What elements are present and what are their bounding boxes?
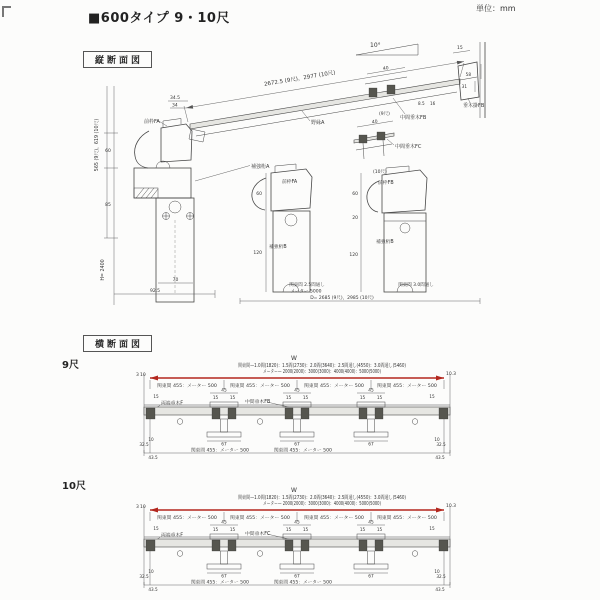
dim-45: 45 [294, 388, 300, 394]
dim-45: 45 [221, 520, 227, 526]
dim-45: 45 [368, 388, 374, 394]
dim-58: 58 [465, 72, 471, 77]
label-mid-rafter-fb: 中間垂木FB [400, 115, 427, 121]
scan-corner-mark [2, 6, 11, 17]
dim-40-fb: 40 [382, 66, 390, 72]
longitudinal-section-drawing [60, 40, 540, 325]
bottom-dimension-line [139, 437, 450, 460]
label-reinforcing-girder-b: 補強桁B [376, 240, 394, 245]
slope-dimension [184, 61, 464, 122]
section-box-longitudinal: 縦断面図 [83, 51, 152, 68]
label-rafter-hanger-fb: 垂木掛FB [463, 103, 485, 109]
dim-67: 67 [294, 574, 300, 580]
label-mid-rafter-fc: 中間垂木FC [395, 144, 422, 150]
dim-15: 15 [285, 527, 292, 532]
note-meter-5000: メーター 5000 [290, 289, 322, 295]
pitch-label: 関東間 455：メーター 500 [230, 384, 284, 389]
label-ceiling-joist-a: 野縁A [311, 120, 325, 126]
roof-angle-symbol [356, 42, 418, 55]
dim-right-edge: 10.3 [446, 372, 457, 377]
rafter-top-dims [153, 520, 435, 533]
detail-front-frame-fa [240, 164, 480, 304]
pitch-label-bottom: 関東間 455：メーター 500 [274, 580, 328, 586]
dim-15: 15 [359, 395, 366, 400]
spec-line1: 関東間—1.0間(1820)：1.5間(2730)：2.0間(3640)：2.5間通し(4550)：3.0間通し(5460) [238, 495, 446, 501]
anchor-bolts [163, 213, 194, 220]
end-rafter-block [439, 540, 448, 551]
note-kanto-2-5: 関東間 2.5間通し [289, 283, 325, 288]
dim-15: 15 [302, 527, 309, 532]
dim-left-b: 10 [140, 505, 146, 510]
dim-15-top: 15 [457, 46, 463, 51]
dim-43-5-right: 43.5 [435, 455, 445, 460]
page-title: ■600タイプ 9・10尺 [88, 11, 230, 26]
pitch-label: 関東間 455：メーター 500 [304, 384, 358, 389]
dim-43-5-left: 43.5 [148, 455, 158, 460]
label-mid-rafter: 中間垂木FC [245, 532, 271, 537]
dim-15: 15 [302, 395, 309, 400]
mid-dims-3 [357, 388, 385, 401]
dim-43-5-right: 43.5 [435, 587, 445, 592]
dim-60-left: 60 [105, 149, 111, 154]
dim-10-left: 10 [148, 437, 154, 442]
roof-angle-label: 10° [370, 42, 381, 49]
section-box-cross: 横断面図 [83, 335, 152, 352]
dim-15: 15 [376, 527, 383, 532]
dim-15: 15 [359, 527, 366, 532]
slope-dim-label: 2672.5 (9尺)，2977 (10尺) [263, 70, 336, 88]
label-reinforcing-girder-b: 補強桁B [269, 245, 287, 250]
pitch-label-bottom: 関東間 455：メーター 500 [191, 580, 245, 586]
pitch-label-bottom: 関東間 455：メーター 500 [274, 448, 328, 454]
pitch-label: 関東間 455：メーター 500 [157, 384, 211, 389]
label-front-frame-fa: 前枠FA [282, 180, 298, 185]
mid-dims-3 [357, 520, 385, 533]
left-dimension-column [93, 86, 118, 305]
note-10shaku: (10尺) [373, 170, 387, 175]
dim-34-5: 34.5 [170, 96, 181, 101]
dim-15: 15 [229, 395, 236, 400]
dim-67: 67 [368, 574, 374, 580]
pitch-label-bottom: 関東間 455：メーター 500 [191, 448, 245, 454]
unit-note: 単位：mm [476, 4, 516, 13]
spec-line2: メーター— 2000(2000)：3000(3000)：4000(4000)：5000(5000) [263, 369, 422, 375]
dim-70: 70 [172, 278, 179, 283]
front-frame-assembly [134, 95, 194, 302]
detail-front-frame-fb [349, 166, 433, 292]
roof-panel-bar [144, 537, 450, 556]
rafter-top-dims [153, 388, 435, 401]
spec-line1: 関東間—1.0間(1820)：1.5間(2730)：2.0間(3640)：2.5間通し(4550)：3.0間通し(5460) [238, 363, 446, 369]
size-label-10shaku: 10尺 [62, 481, 86, 492]
pitch-label: 関東間 455：メーター 500 [230, 516, 284, 521]
end-rafter-block [439, 408, 448, 419]
post-bottom-dims [114, 277, 215, 298]
spec-line2: メーター— 2000(2000)：3000(3000)：4000(4000)：5000(5000) [263, 501, 422, 507]
cross-section-9shaku [60, 352, 540, 467]
bottom-dimension-line [139, 569, 450, 592]
label-front-frame-fb: 前枠FB [378, 181, 394, 186]
end-rafter-block [146, 540, 155, 551]
dim-8-5: 8.5 [418, 101, 425, 106]
size-label-9shaku: 9尺 [62, 360, 79, 371]
dim-67: 67 [221, 574, 227, 580]
dim-67: 67 [368, 442, 374, 448]
mid-dims-1 [210, 520, 238, 533]
dim-31: 31 [461, 84, 467, 89]
pitch-label: 関東間 455：メーター 500 [377, 384, 431, 389]
hatch-band [134, 188, 158, 198]
label-end-rafter: 両端垂木F [161, 401, 183, 407]
dim-45: 45 [221, 388, 227, 394]
gutter-curl [135, 131, 149, 168]
dim-67: 67 [221, 442, 227, 448]
reinforcing-girder-a-group [195, 163, 270, 181]
label-reinforcing-girder-a: 補強桁A [251, 164, 270, 170]
pitch-label: 関東間 455：メーター 500 [304, 516, 358, 521]
w-label: W [291, 487, 297, 494]
w-label: W [291, 355, 297, 362]
label-end-rafter: 両端垂木F [161, 533, 183, 539]
note-kanto-3-0: 関東間 3.0間通し [398, 283, 434, 288]
note-9shaku: (9尺) [379, 112, 390, 117]
pitch-label: 関東間 455：メーター 500 [157, 516, 211, 521]
mid-dims-1 [210, 388, 238, 401]
dim-60: 60 [256, 192, 262, 197]
dim-32-5-right: 32.5 [436, 442, 446, 447]
dim-32-5-left: 32.5 [139, 574, 149, 579]
dim-15: 15 [376, 395, 383, 400]
dim-34: 34 [172, 103, 178, 109]
cross-section-10shaku [60, 484, 540, 599]
dim-85-left: 85 [105, 203, 111, 208]
dim-67: 67 [294, 442, 300, 448]
dim-92-5: 92.5 [149, 289, 161, 294]
pitch-label: 関東間 455：メーター 500 [377, 516, 431, 521]
dim-15: 15 [285, 395, 292, 400]
dim-45: 45 [294, 520, 300, 526]
dim-15-end: 15 [153, 394, 159, 399]
dim-10-right: 10 [434, 569, 440, 574]
dim-120: 120 [349, 253, 358, 258]
dim-left-a: 3 [136, 373, 139, 378]
width-spec [238, 355, 446, 375]
dim-15-end: 15 [429, 394, 435, 399]
dim-32-5-left: 32.5 [139, 442, 149, 447]
dim-40-fc: 40 [371, 119, 379, 126]
dim-10-left: 10 [148, 569, 154, 574]
dim-15: 15 [212, 527, 219, 532]
label-mid-rafter: 中間垂木FB [245, 400, 271, 405]
dim-left-b: 10 [140, 373, 146, 378]
dim-43-5-left: 43.5 [148, 587, 158, 592]
dim-120: 120 [253, 251, 262, 256]
dim-32-5-right: 32.5 [436, 574, 446, 579]
mid-dims-2 [283, 388, 311, 401]
dim-20: 20 [352, 216, 358, 221]
dim-15: 15 [212, 395, 219, 400]
dim-h2400: H= 2400 [101, 259, 106, 281]
top-right-dim [453, 45, 470, 53]
dim-left-a: 3 [136, 505, 139, 510]
note-depth: D= 2685 (9尺)，2985 (10尺) [310, 296, 374, 301]
dim-15-end: 15 [153, 526, 159, 531]
mid-dims-2 [283, 520, 311, 533]
label-front-frame-fa: 前枠FA [144, 119, 160, 125]
dim-16: 16 [430, 101, 436, 106]
roof-beam [189, 79, 460, 142]
end-rafter-block [146, 408, 155, 419]
dim-60: 60 [352, 192, 358, 197]
dim-right-edge: 10.3 [446, 504, 457, 509]
height-dim-label: 565 (9尺)，619 (10尺) [95, 118, 100, 172]
mid-rafter-fc-detail [354, 119, 422, 175]
dim-45: 45 [368, 520, 374, 526]
dim-15: 15 [229, 527, 236, 532]
ceiling-joist-label-group [302, 111, 325, 126]
dim-15-end: 15 [429, 526, 435, 531]
dim-10-right: 10 [434, 437, 440, 442]
roof-panel-bar [144, 405, 450, 424]
width-spec [238, 487, 446, 507]
